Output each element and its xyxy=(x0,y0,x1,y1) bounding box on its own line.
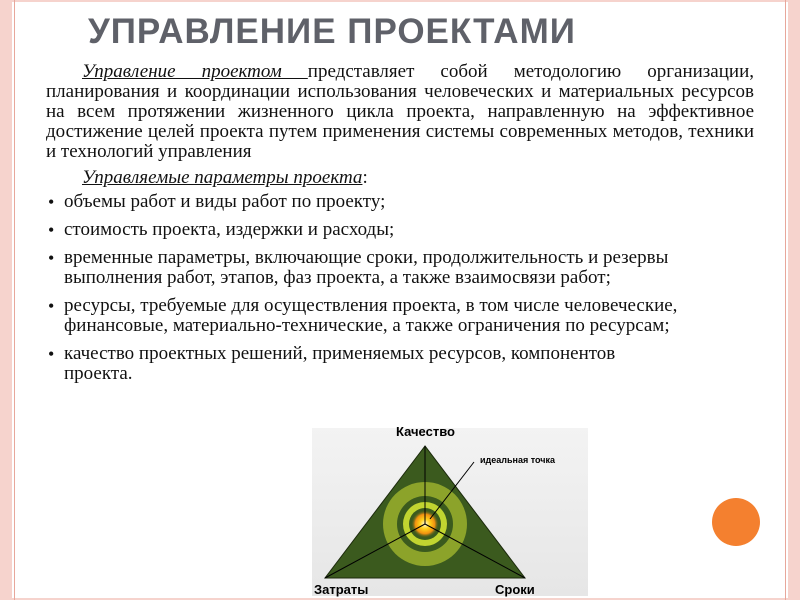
label-cost: Затраты xyxy=(314,582,369,597)
bullet-icon: • xyxy=(48,296,55,316)
slide-content xyxy=(46,62,754,392)
frame-line-right xyxy=(785,0,786,600)
triangle-graphic xyxy=(312,428,588,596)
list-item xyxy=(46,296,754,336)
label-quality: Качество xyxy=(396,424,455,439)
list-item xyxy=(46,248,754,288)
label-ideal-point: идеальная точка xyxy=(480,455,555,465)
params-list xyxy=(46,192,754,384)
list-item xyxy=(46,192,754,212)
params-heading-suffix: : xyxy=(362,167,368,188)
params-heading-line xyxy=(46,168,754,188)
params-heading: Управляемые параметры проекта xyxy=(82,167,363,188)
bullet-icon: • xyxy=(48,220,55,240)
bullet-icon: • xyxy=(48,344,55,364)
list-item-text: ресурсы, требуемые для осуществления проекта, в том числе человеческие, финансовые, материально-технические, а также ограничения по ресурсам; xyxy=(64,295,678,336)
list-item xyxy=(46,220,754,240)
list-item-text: качество проектных решений, применяемых ресурсов, компонентов проекта. xyxy=(64,343,616,384)
list-item-text: объемы работ и виды работ по проекту; xyxy=(64,191,386,212)
project-triangle-diagram xyxy=(312,424,588,597)
list-item xyxy=(46,344,654,384)
decorative-orange-circle xyxy=(712,498,760,546)
bullet-icon: • xyxy=(48,192,55,212)
page-title: УПРАВЛЕНИЕ ПРОЕКТАМИ xyxy=(88,12,576,51)
frame-line-left xyxy=(14,0,15,600)
definition-paragraph xyxy=(46,62,754,162)
bullet-icon: • xyxy=(48,248,55,268)
definition-term: Управление проектом xyxy=(82,61,308,82)
label-time: Сроки xyxy=(495,582,535,597)
list-item-text: временные параметры, включающие сроки, продолжительность и резервы выполнения работ, этапов, фаз проекта, а также взаимосвязи работ; xyxy=(64,247,669,288)
definition-text: представляет собой методологию организации, планирования и координации использования человеческих и материальных ресурсов на всем протяжении жизненного цикла проекта, направленную на эффективное достижение целей проекта путем применения системы современных методов, техники и технологий управления xyxy=(46,61,754,162)
list-item-text: стоимость проекта, издержки и расходы; xyxy=(64,219,395,240)
